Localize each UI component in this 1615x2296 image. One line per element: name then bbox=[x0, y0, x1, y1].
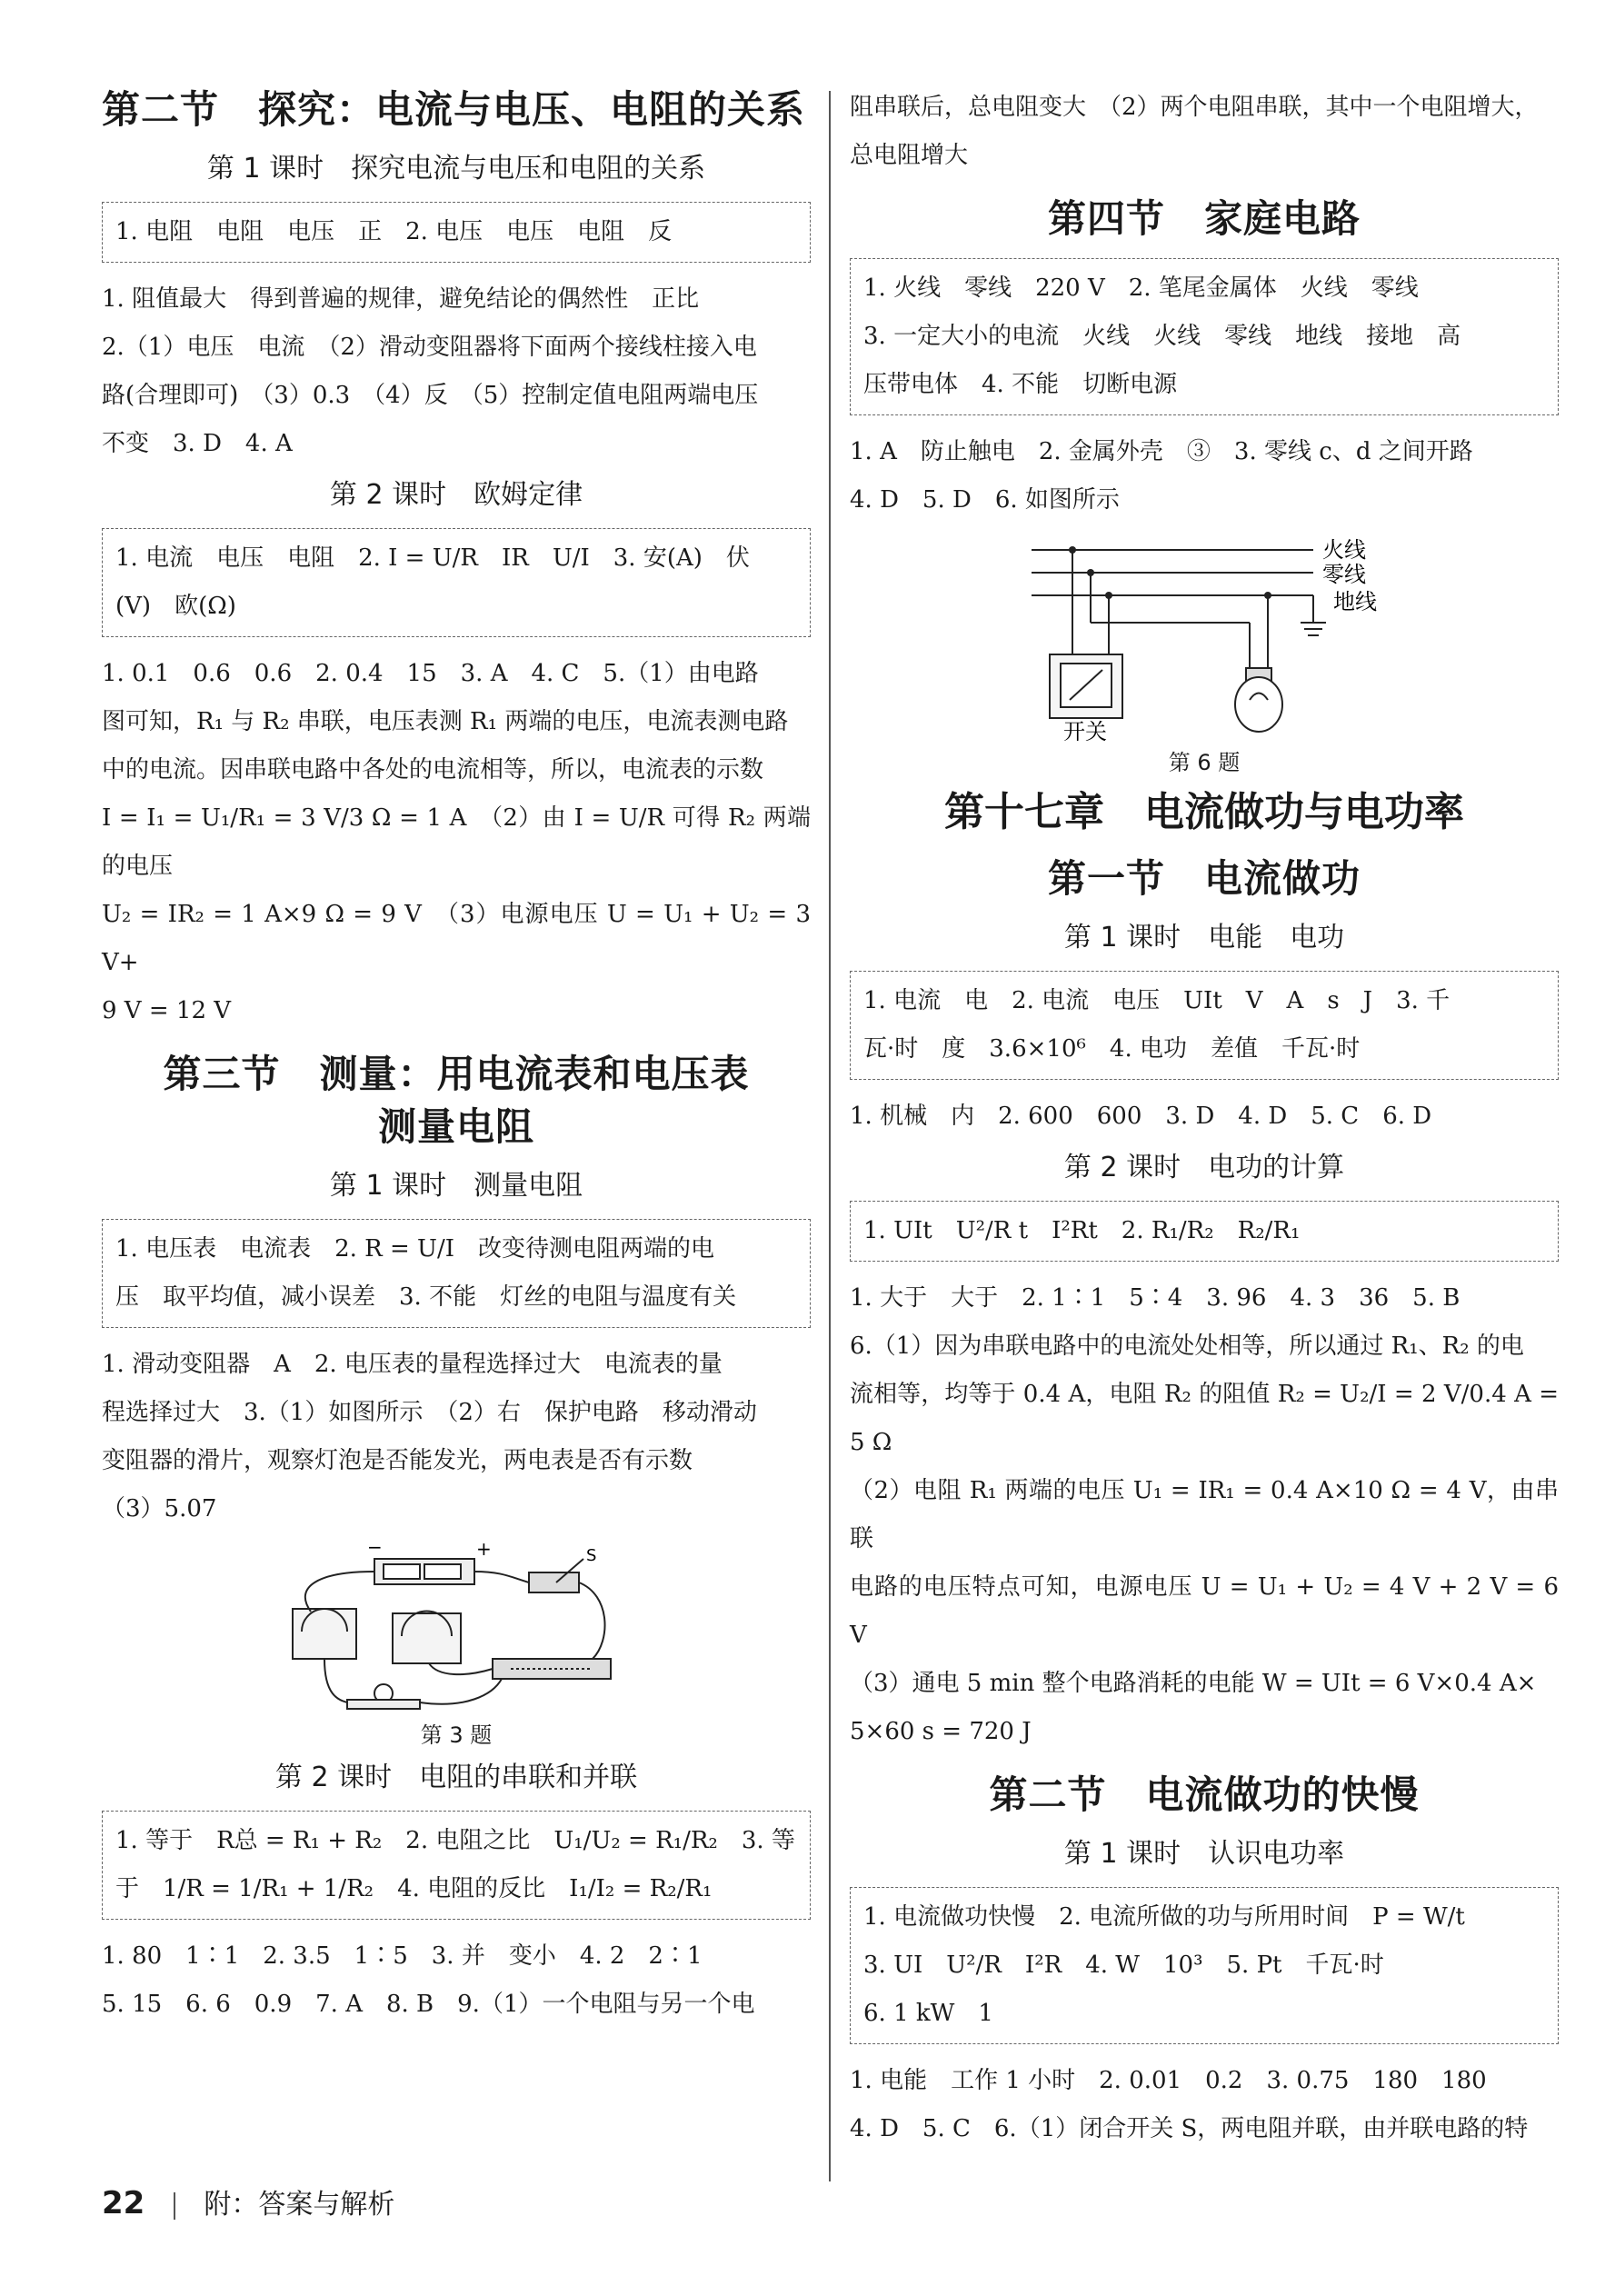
lesson-title: 第 2 课时 电阻的串联和并联 bbox=[274, 1762, 638, 1793]
lesson-title: 第 2 课时 欧姆定律 bbox=[329, 479, 583, 511]
box-line: 压 取平均值，减小误差 3. 不能 灯丝的电阻与温度有关 bbox=[115, 1283, 737, 1311]
svg-text:S: S bbox=[586, 1546, 597, 1565]
answer-line: 1. 80 1∶1 2. 3.5 1∶5 3. 并 变小 4. 2 2∶1 bbox=[102, 1942, 703, 1970]
answer-line: 变阻器的滑片，观察灯泡是否能发光，两电表是否有示数 bbox=[102, 1447, 693, 1474]
live-wire-label: 火线 bbox=[1322, 537, 1366, 563]
answer-box bbox=[850, 258, 1559, 415]
answer-line: U₂ = IR₂ = 1 A×9 Ω = 9 V （3）电源电压 U = U₁ + U₂ = 3 V+ bbox=[102, 901, 811, 976]
section-title-cont: 测量电阻 bbox=[377, 1104, 534, 1149]
box-line: (V) 欧(Ω) bbox=[115, 593, 236, 620]
figure-caption: 第 6 题 bbox=[1168, 750, 1241, 775]
box-line: 6. 1 kW 1 bbox=[863, 2000, 993, 2027]
answer-line: 9 V = 12 V bbox=[102, 997, 232, 1024]
answer-line: 1. 机械 内 2. 600 600 3. D 4. D 5. C 6. D bbox=[850, 1103, 1432, 1130]
column-divider bbox=[829, 91, 831, 2181]
answer-line: 4. D 5. C 6.（1）闭合开关 S，两电阻并联，由并联电路的特 bbox=[850, 2115, 1529, 2142]
lesson-title: 第 1 课时 测量电阻 bbox=[329, 1170, 583, 1202]
section-title: 第二节 电流做功的快慢 bbox=[989, 1772, 1420, 1817]
lesson-title: 第 1 课时 认识电功率 bbox=[1063, 1838, 1345, 1870]
answer-box bbox=[850, 1887, 1559, 2044]
box-line: 1. 电流 电 2. 电流 电压 UIt V A s J 3. 千 bbox=[863, 987, 1451, 1014]
footer-divider bbox=[174, 2192, 175, 2220]
section-title: 第一节 电流做功 bbox=[1047, 856, 1361, 901]
answer-line: 1. 阻值最大 得到普遍的规律，避免结论的偶然性 正比 bbox=[102, 285, 700, 313]
box-line: 1. 电阻 电阻 电压 正 2. 电压 电压 电阻 反 bbox=[115, 218, 673, 245]
section-title: 第三节 测量：用电流表和电压表 bbox=[163, 1052, 750, 1096]
section-title: 第二节 探究：电流与电压、电阻的关系 bbox=[102, 87, 806, 132]
answer-line: 程选择过大 3.（1）如图所示 （2）右 保护电路 移动滑动 bbox=[102, 1399, 757, 1426]
footer-label: 附：答案与解析 bbox=[204, 2189, 395, 2221]
answer-line: 流相等，均等于 0.4 A，电阻 R₂ 的阻值 R₂ = U₂/I = 2 V/0.4 A = 5 Ω bbox=[850, 1381, 1559, 1456]
chapter-title: 第十七章 电流做功与电功率 bbox=[944, 789, 1464, 835]
box-line: 3. 一定大小的电流 火线 火线 零线 地线 接地 高 bbox=[863, 323, 1461, 350]
left-column bbox=[102, 84, 811, 2029]
answer-box bbox=[102, 202, 811, 263]
answer-line: 1. 电能 工作 1 小时 2. 0.01 0.2 3. 0.75 180 180 bbox=[850, 2067, 1487, 2094]
answer-line: （3）通电 5 min 整个电路消耗的电能 W = UIt = 6 V×0.4 A× bbox=[850, 1670, 1537, 1697]
answer-line: 5. 15 6. 6 0.9 7. A 8. B 9.（1）一个电阻与另一个电 bbox=[102, 1991, 755, 2018]
page-number: 22 bbox=[102, 2185, 145, 2221]
answer-line: 5×60 s = 720 J bbox=[850, 1718, 1032, 1745]
svg-text:−: − bbox=[367, 1541, 383, 1558]
box-line: 1. 电流做功快慢 2. 电流所做的功与所用时间 P = W/t bbox=[863, 1903, 1465, 1931]
circuit-diagram bbox=[284, 1541, 629, 1713]
svg-text:+: + bbox=[476, 1541, 492, 1560]
box-line: 瓦·时 度 3.6×10⁶ 4. 电功 差值 千瓦·时 bbox=[863, 1035, 1361, 1063]
household-circuit-diagram bbox=[1013, 532, 1395, 741]
box-line: 1. 火线 零线 220 V 2. 笔尾金属体 火线 零线 bbox=[863, 275, 1419, 302]
neutral-wire-label: 零线 bbox=[1322, 562, 1366, 587]
answer-box bbox=[102, 528, 811, 637]
box-line: 于 1/R = 1/R₁ + 1/R₂ 4. 电阻的反比 I₁/I₂ = R₂/R₁ bbox=[115, 1875, 713, 1902]
answer-line: 2.（1）电压 电流 （2）滑动变阻器将下面两个接线柱接入电 bbox=[102, 334, 757, 361]
ground-wire-label: 地线 bbox=[1333, 589, 1377, 614]
answer-line: 4. D 5. D 6. 如图所示 bbox=[850, 486, 1120, 514]
right-column bbox=[850, 84, 1559, 2153]
section-title: 第四节 家庭电路 bbox=[1047, 196, 1361, 241]
lesson-title: 第 1 课时 电能 电功 bbox=[1063, 922, 1345, 953]
answer-line: 路(合理即可) （3）0.3 （4）反 （5）控制定值电阻两端电压 bbox=[102, 382, 759, 409]
figure-circuit-q3 bbox=[102, 1541, 811, 1749]
answer-line: 1. 0.1 0.6 0.6 2. 0.4 15 3. A 4. C 5.（1）由电路 bbox=[102, 660, 759, 687]
switch-label: 开关 bbox=[1063, 719, 1107, 741]
answer-box bbox=[102, 1219, 811, 1328]
answer-line: 总电阻增大 bbox=[850, 142, 969, 169]
figure-household-circuit bbox=[850, 532, 1559, 776]
answer-line: 1. 滑动变阻器 A 2. 电压表的量程选择过大 电流表的量 bbox=[102, 1351, 723, 1378]
box-line: 压带电体 4. 不能 切断电源 bbox=[863, 371, 1178, 398]
answer-line: 1. A 防止触电 2. 金属外壳 ③ 3. 零线 c、d 之间开路 bbox=[850, 438, 1473, 465]
answer-box bbox=[102, 1811, 811, 1920]
box-line: 1. UIt U²/R t I²Rt 2. R₁/R₂ R₂/R₁ bbox=[863, 1217, 1301, 1244]
answer-line: 电路的电压特点可知，电源电压 U = U₁ + U₂ = 4 V + 2 V = 6 V bbox=[850, 1573, 1559, 1649]
answer-line: （3）5.07 bbox=[102, 1495, 217, 1522]
lesson-title: 第 1 课时 探究电流与电压和电阻的关系 bbox=[206, 153, 706, 185]
answer-line: （2）电阻 R₁ 两端的电压 U₁ = IR₁ = 0.4 A×10 Ω = 4 V，由串联 bbox=[850, 1477, 1559, 1552]
answer-box bbox=[850, 1201, 1559, 1262]
answer-line: 阻串联后，总电阻变大 （2）两个电阻串联，其中一个电阻增大， bbox=[850, 94, 1539, 121]
answer-line: 6.（1）因为串联电路中的电流处处相等，所以通过 R₁、R₂ 的电 bbox=[850, 1333, 1524, 1360]
lesson-title: 第 2 课时 电功的计算 bbox=[1063, 1152, 1345, 1183]
answer-line: 中的电流。因串联电路中各处的电流相等，所以，电流表的示数 bbox=[102, 756, 764, 784]
answer-line: I = I₁ = U₁/R₁ = 3 V/3 Ω = 1 A （2）由 I = U/R 可得 R₂ 两端的电压 bbox=[102, 804, 811, 880]
box-line: 3. UI U²/R I²R 4. W 10³ 5. Pt 千瓦·时 bbox=[863, 1952, 1384, 1979]
box-line: 1. 等于 R总 = R₁ + R₂ 2. 电阻之比 U₁/U₂ = R₁/R₂ 3. 等 bbox=[115, 1827, 795, 1854]
figure-caption: 第 3 题 bbox=[420, 1722, 493, 1748]
answer-line: 不变 3. D 4. A bbox=[102, 430, 293, 457]
page-footer bbox=[102, 2181, 394, 2221]
answer-box bbox=[850, 971, 1559, 1080]
answer-line: 图可知，R₁ 与 R₂ 串联，电压表测 R₁ 两端的电压，电流表测电路 bbox=[102, 708, 789, 735]
box-line: 1. 电压表 电流表 2. R = U/I 改变待测电阻两端的电 bbox=[115, 1235, 714, 1263]
box-line: 1. 电流 电压 电阻 2. I = U/R IR U/I 3. 安(A) 伏 bbox=[115, 544, 750, 572]
answer-line: 1. 大于 大于 2. 1∶1 5∶4 3. 96 4. 3 36 5. B bbox=[850, 1284, 1460, 1312]
